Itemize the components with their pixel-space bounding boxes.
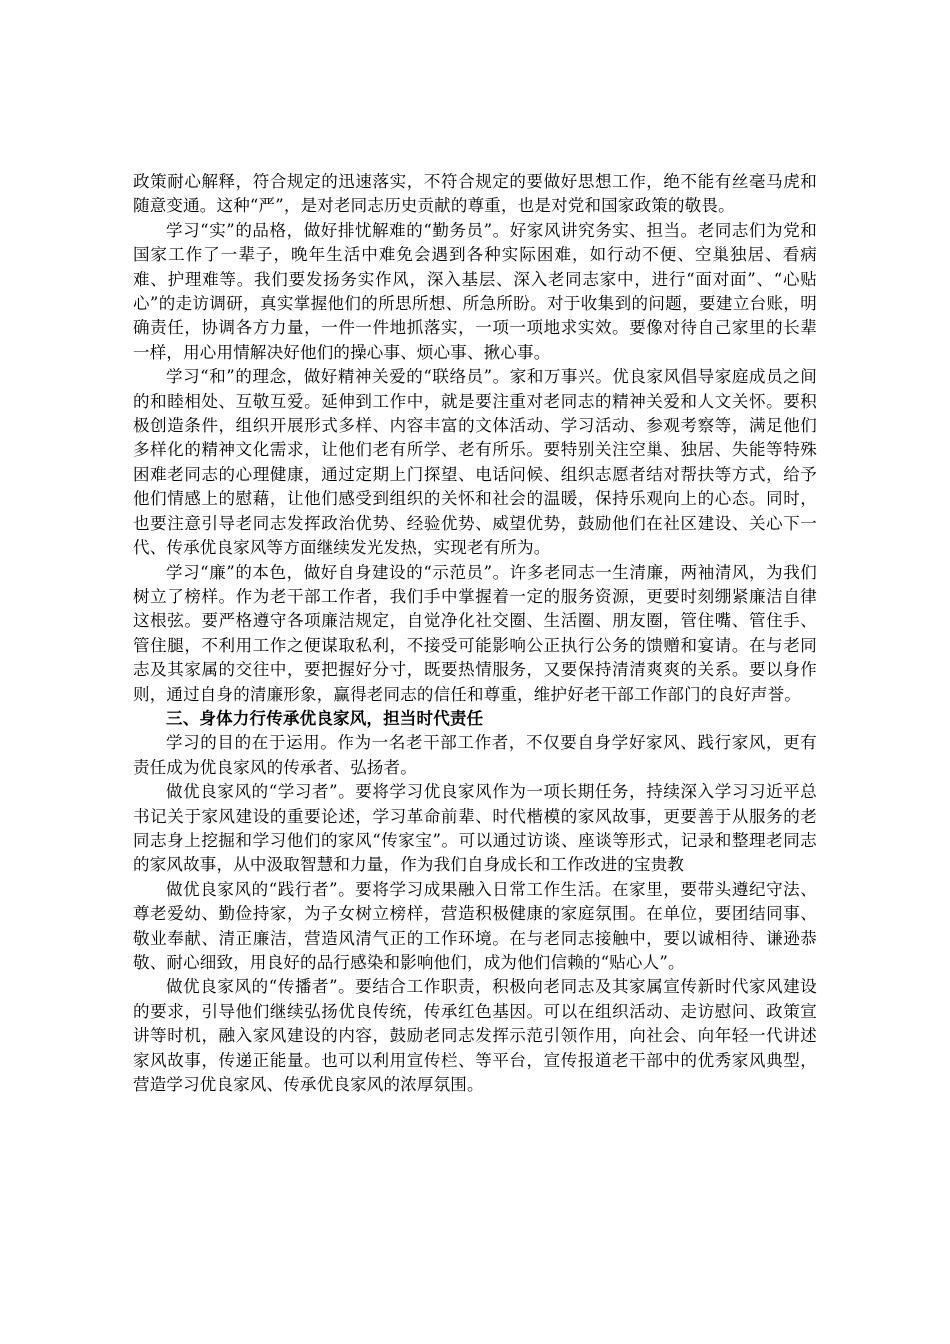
paragraph-purpose: 学习的目的在于运用。作为一名老干部工作者，不仅要自身学好家风、践行家风，更有责任成为优良家风的传承者、弘扬者。 (133, 733, 817, 777)
paragraph-disseminator: 做优良家风的“传播者”。要结合工作职责，积极向老同志及其家属宣传新时代家风建设的要求，引导他们继续弘扬优良传统，传承红色基因。可以在组织活动、走访慰问、政策宣讲等时机，融入家风建设的内容，鼓励老同志发挥示范引领作用，向社会、向年轻一代讲述家风故事，传递正能量。也可以利用宣传栏、等平台，宣传报道老干部中的优秀家风典型，营造学习优良家风、传承优良家风的浓厚氛围。 (133, 977, 817, 1095)
paragraph-lian-integrity: 学习“廉”的本色，做好自身建设的“示范员”。许多老同志一生清廉，两袖清风，为我们树立了榜样。作为老干部工作者，我们手中掌握着一定的服务资源，更要时刻绷紧廉洁自律这根弦。要严格遵守各项廉洁规定，自觉净化社交圈、生活圈、朋友圈，管住嘴、管住手、管住腿，不利用工作之便谋取私利，不接受可能影响公正执行公务的馈赠和宴请。在与老同志及其家属的交往中，要把握好分寸，既要热情服务，又要保持清清爽爽的关系。要以身作则，通过自身的清廉形象，赢得老同志的信任和尊重，维护好老干部工作部门的良好声誉。 (133, 562, 817, 704)
paragraph-learner: 做优良家风的“学习者”。要将学习优良家风作为一项长期任务，持续深入学习习近平总书记关于家风建设的重要论述，学习革命前辈、时代楷模的家风故事，更要善于从服务的老同志身上挖掘和学习他们的家风“传家宝”。可以通过访谈、座谈等形式，记录和整理老同志的家风故事，从中汲取智慧和力量，作为我们自身成长和工作改进的宝贵教 (133, 782, 817, 875)
section-heading-three: 三、身体力行传承优良家风，担当时代责任 (166, 708, 484, 728)
document-body (133, 170, 817, 1097)
paragraph-shi-diligence: 学习“实”的品格，做好排忧解难的“勤务员”。好家风讲究务实、担当。老同志们为党和国家工作了一辈子，晚年生活中难免会遇到各种实际困难，如行动不便、空巢独居、看病难、护理难等。我们要发扬务实作风，深入基层、深入老同志家中，进行“面对面”、“心贴心”的走访调研，真实掌握他们的所思所想、所急所盼。对于收集到的问题，要建立台账，明确责任，协调各方力量，一件一件地抓落实，一项一项地求实效。要像对待自己家里的长辈一样，用心用情解决好他们的操心事、烦心事、揪心事。 (133, 220, 817, 362)
paragraph-practitioner: 做优良家风的“践行者”。要将学习成果融入日常工作生活。在家里，要带头遵纪守法、尊老爱幼、勤俭持家，为子女树立榜样，营造积极健康的家庭氛围。在单位，要团结同事、敬业奉献、清正廉洁，营造风清气正的工作环境。在与老同志接触中，要以诚相待、谦逊恭敬、耐心细致，用良好的品行感染和影响他们，成为他们信赖的“贴心人”。 (133, 879, 817, 972)
paragraph-he-harmony: 学习“和”的理念，做好精神关爱的“联络员”。家和万事兴。优良家风倡导家庭成员之间的和睦相处、互敬互爱。延伸到工作中，就是要注重对老同志的精神关爱和人文关怀。要积极创造条件，组织开展形式多样、内容丰富的文体活动、学习活动、参观考察等，满足他们多样化的精神文化需求，让他们老有所学、老有所乐。要特别关注空巢、独居、失能等特殊困难老同志的心理健康，通过定期上门探望、电话问候、组织志愿者结对帮扶等方式，给予他们情感上的慰藉，让他们感受到组织的关怀和社会的温暖，保持乐观向上的心态。同时，也要注意引导老同志发挥政治优势、经验优势、威望优势，鼓励他们在社区建设、关心下一代、传承优良家风等方面继续发光发热，实现老有所为。 (133, 367, 817, 558)
paragraph-continuation: 政策耐心解释，符合规定的迅速落实，不符合规定的要做好思想工作，绝不能有丝毫马虎和随意变通。这种“严”，是对老同志历史贡献的尊重，也是对党和国家政策的敬畏。 (133, 172, 817, 216)
